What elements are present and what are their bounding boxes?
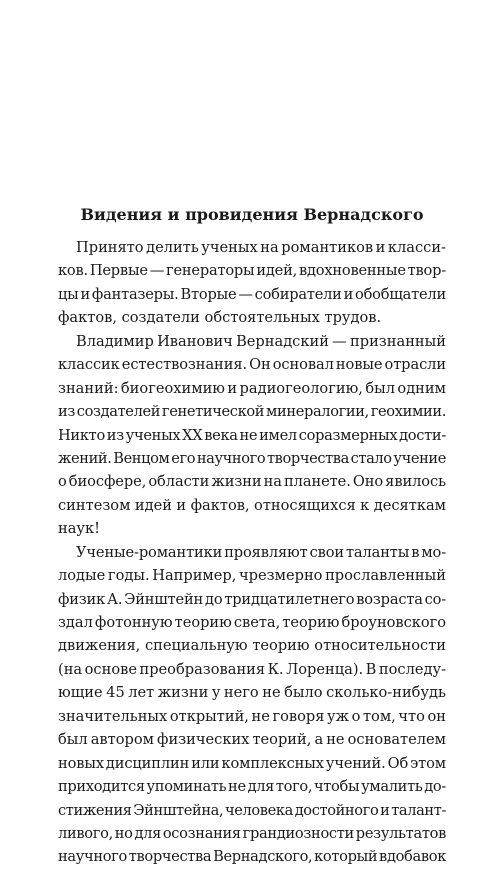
text-line: Принято делить ученых на романтиков и класси- xyxy=(76,239,446,256)
text-line: синтезом идей и фактов, относящихся к десяткам xyxy=(58,496,446,514)
text-line: фактов, создатели обстоятельных трудов. xyxy=(58,309,382,327)
text-line: новых дисциплин или комплексных учений. Об этом xyxy=(58,754,446,772)
text-line: жений. Венцом его научного творчества стало учение xyxy=(58,449,446,467)
text-line: научного творчества Вернадского, который вдобавок xyxy=(58,848,446,866)
text-line: здал фотонную теорию света, теорию броуновского xyxy=(58,614,446,631)
text-line: был автором физических теорий, а не основателем xyxy=(58,731,446,749)
text-line: цы и фантазеры. Вторые — собиратели и обобщатели xyxy=(58,285,446,303)
text-line: (на основе преобразования К. Лоренца). В последу- xyxy=(58,660,446,678)
text-line: Никто из ученых XX века не имел соразмерных дости- xyxy=(58,426,446,444)
chapter-heading: Видения и провидения Вернадского xyxy=(80,205,424,224)
text-line: ющие 45 лет жизни у него не было сколько-нибудь xyxy=(58,684,446,702)
text-line: ков. Первые — генераторы идей, вдохновенные твор- xyxy=(58,262,446,280)
text-line: наук! xyxy=(58,520,100,538)
text-line: движения, специальную теорию относительности xyxy=(58,637,446,655)
text-line: из создателей генетической минералогии, геохимии. xyxy=(58,403,446,421)
text-line: значительных открытий, не говоря уж о том, что он xyxy=(58,707,446,725)
text-line: Владимир Иванович Вернадский — признанный xyxy=(76,332,446,350)
text-line: стижения Эйнштейна, человека достойного и талант- xyxy=(58,801,446,819)
text-line: Ученые-романтики проявляют свои таланты в мо- xyxy=(76,543,446,561)
text-line: знаний: биогеохимию и радиогеологию, был одним xyxy=(58,379,446,397)
text-line: приходится упоминать не для того, чтобы умалить до- xyxy=(58,778,446,796)
text-line: классик естествознания. Он основал новые отрасли xyxy=(58,356,446,374)
text-line: физик А. Эйнштейн до тридцатилетнего возраста со- xyxy=(58,590,446,608)
text-line: о биосфере, области жизни на планете. Оно явилось xyxy=(58,473,446,491)
text-line: лодые годы. Например, чрезмерно прославленный xyxy=(58,567,446,585)
text-line: ливого, но для осознания грандиозности результатов xyxy=(58,824,446,842)
body-text xyxy=(58,236,446,869)
